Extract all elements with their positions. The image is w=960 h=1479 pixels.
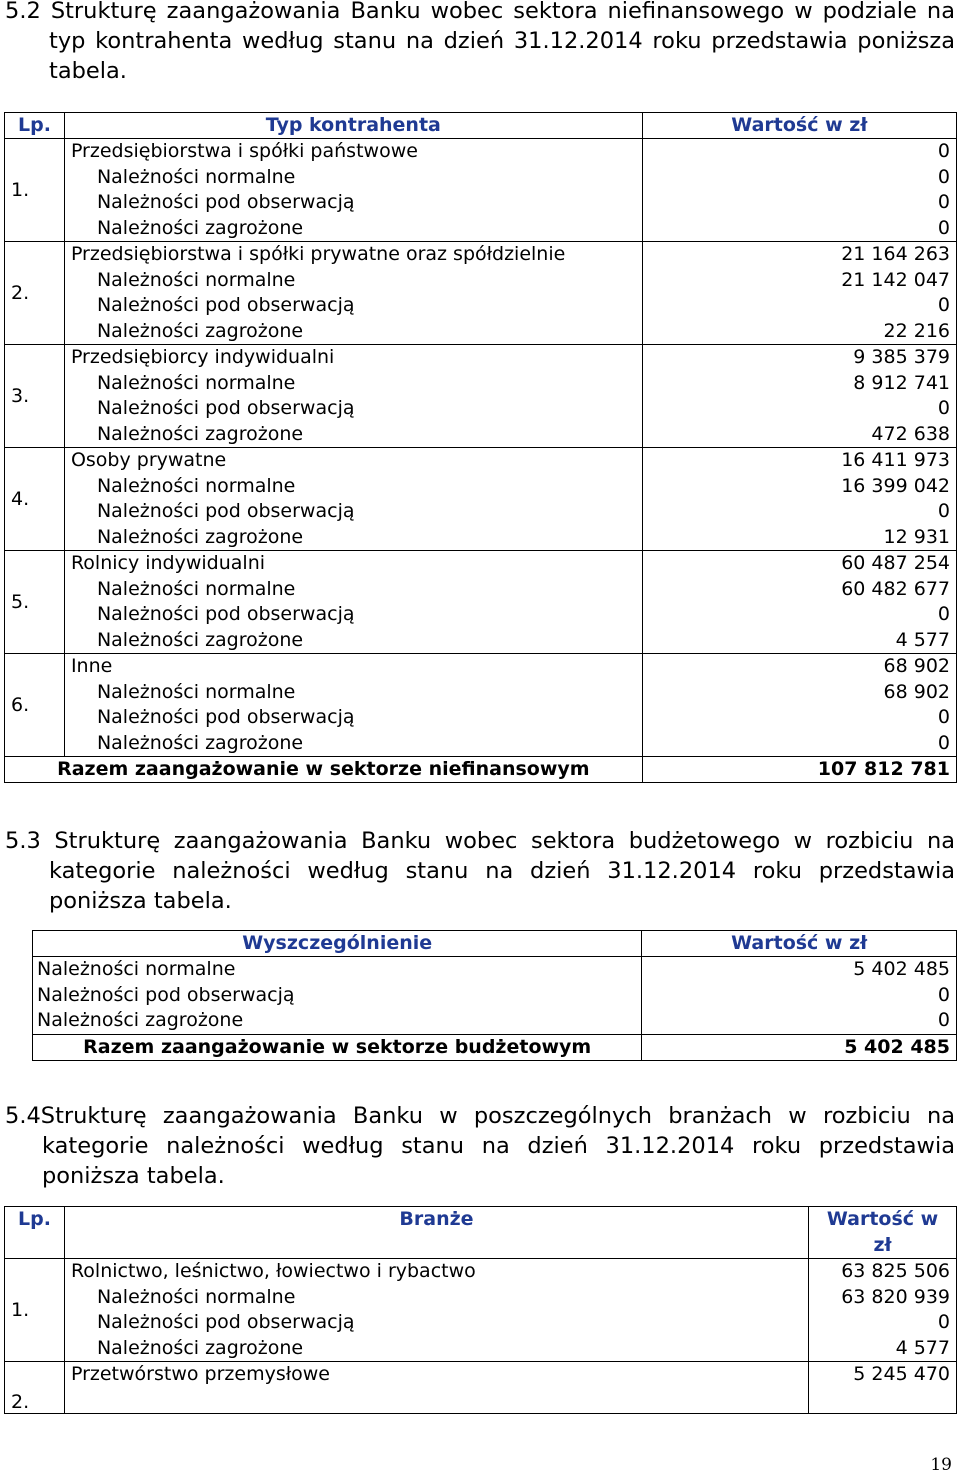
table-header-row [5,113,957,139]
table-row [5,1259,957,1362]
section-number: 5.3 [5,828,41,854]
row-risk-label: Należności zagrożone [96,216,304,239]
row-normal-label: Należności normalne [96,165,296,188]
row-normal-value: 21 142 047 [841,268,950,291]
row-normal-value: 0 [937,165,950,188]
row-watch-value: 0 [937,603,950,625]
row-title: Przedsiębiorstwa i spółki prywatne oraz spółdzielnie [70,243,566,265]
row-watch-value: 0 [937,191,950,213]
table-header-row [33,931,957,957]
row-total-value: 5 245 470 [853,1363,950,1385]
row-watch-value: 0 [937,294,950,316]
row-watch-label: Należności pod obserwacją [96,603,355,625]
row-watch-value: 0 [937,706,950,728]
row-risk-value: 4 577 [895,628,950,651]
row-watch-label: Należności pod obserwacją [96,294,355,316]
row-lp: 4. [5,448,65,551]
table-row [5,242,957,345]
row-normal-label: Należności normalne [96,371,296,394]
row-risk-label: Należności zagrożone [96,319,304,342]
section-number: 5.4 [5,1103,41,1129]
row-title: Inne [70,655,113,677]
row-normal-value: 68 902 [883,680,950,703]
counterparty-table [4,112,957,783]
row-risk-label: Należności zagrożone [96,525,304,548]
row-watch-label: Należności pod obserwacją [96,397,355,419]
row-risk-value: 22 216 [883,319,950,342]
table-row [33,957,957,1035]
header-value: Wartość w zł [642,113,956,139]
table-header-row [5,1207,957,1259]
row-risk-value: 0 [937,731,950,754]
header-branch: Branże [64,1207,808,1259]
row-risk-label: Należności zagrożone [96,422,304,445]
row-normal-label: Należności normalne [96,680,296,703]
row-risk-value: 472 638 [871,422,950,445]
section-text-line1: Strukturę zaangażowania Banku w poszczególnych branżach w rozbiciu na [40,1103,955,1129]
row-risk-value: 4 577 [895,1336,950,1359]
section-text-line2: kategorie należności według stanu na dzień 31.12.2014 roku przedstawia [42,1133,955,1159]
row-normal-value: 16 399 042 [841,474,950,497]
row-normal-label: Należności normalne [96,1285,296,1308]
row-title: Rolnicy indywidualni [70,552,266,574]
section-text-line2: kategorie należności według stanu na dzień 31.12.2014 roku przedstawia [49,858,955,884]
table-row [5,448,957,551]
row-value-watch: 0 [937,983,950,1006]
row-label-watch: Należności pod obserwacją [37,983,295,1006]
row-title: Przedsiębiorstwa i spółki państwowe [70,140,418,162]
row-label-risk: Należności zagrożone [37,1009,244,1031]
total-row [5,757,957,783]
section-text-line2: typ kontrahenta według stanu na dzień 31.12.2014 roku przedstawia poniższa [49,28,955,54]
section-text-line3: poniższa tabela. [49,888,232,914]
table-row [5,139,957,242]
section-text-line3: poniższa tabela. [42,1163,225,1189]
row-total-value: 9 385 379 [853,346,950,368]
row-total-value: 60 487 254 [841,552,950,574]
row-risk-value: 12 931 [883,525,950,548]
table-row [5,551,957,654]
header-lp: Lp. [5,113,65,139]
row-total-value: 21 164 263 [841,243,950,265]
header-type: Typ kontrahenta [64,113,642,139]
section-number: 5.2 [5,0,41,24]
row-lp: 3. [5,345,65,448]
total-row [33,1034,957,1060]
row-watch-value: 0 [937,397,950,419]
row-risk-value: 0 [937,216,950,239]
row-lp: 5. [5,551,65,654]
page-number: 19 [930,1455,952,1475]
row-total-value: 16 411 973 [841,449,950,471]
row-normal-value: 60 482 677 [841,577,950,600]
section-5-3-heading [5,826,955,916]
row-normal-value: 8 912 741 [853,371,950,394]
branch-table [4,1206,957,1414]
row-title: Rolnictwo, leśnictwo, łowiectwo i rybactwo [70,1260,476,1282]
row-total-value: 63 825 506 [841,1260,950,1282]
row-lp: 6. [5,654,65,757]
header-spec: Wyszczególnienie [33,931,642,957]
section-5-2-heading [5,0,955,86]
header-value: Wartość w zł [642,931,957,957]
row-watch-label: Należności pod obserwacją [96,706,355,728]
row-watch-value: 0 [937,1311,950,1333]
total-value: 107 812 781 [642,757,956,783]
row-title: Przetwórstwo przemysłowe [70,1363,330,1385]
row-title: Przedsiębiorcy indywidualni [70,346,335,368]
table-row [5,1362,957,1414]
section-text-line3: tabela. [49,58,127,84]
table-row [5,345,957,448]
row-watch-label: Należności pod obserwacją [96,191,355,213]
row-risk-label: Należności zagrożone [96,731,304,754]
row-total-value: 68 902 [883,655,950,677]
header-lp: Lp. [5,1207,65,1259]
section-text-line1: Strukturę zaangażowania Banku wobec sektora niefinansowego w podziale na [50,0,955,24]
row-value-normal: 5 402 485 [853,958,950,980]
row-total-value: 0 [937,140,950,162]
section-5-4-heading [5,1101,955,1191]
table-row [5,654,957,757]
row-lp: 1. [5,139,65,242]
row-title: Osoby prywatne [70,449,227,471]
row-normal-value: 63 820 939 [841,1285,950,1308]
row-normal-label: Należności normalne [96,268,296,291]
row-lp: 2. [5,242,65,345]
total-label: Razem zaangażowanie w sektorze niefinansowym [5,757,643,783]
header-value: Wartość w zł [809,1207,957,1259]
row-watch-label: Należności pod obserwacją [96,1311,355,1333]
budget-sector-table [32,930,957,1061]
row-normal-label: Należności normalne [96,474,296,497]
total-label: Razem zaangażowanie w sektorze budżetowym [33,1034,642,1060]
row-watch-label: Należności pod obserwacją [96,500,355,522]
row-lp: 1. [5,1259,65,1362]
row-risk-label: Należności zagrożone [96,1336,304,1359]
total-value: 5 402 485 [642,1034,957,1060]
row-watch-value: 0 [937,500,950,522]
section-text-line1: Strukturę zaangażowania Banku wobec sektora budżetowego w rozbiciu na [54,828,956,854]
row-lp: 2. [5,1362,65,1414]
row-normal-label: Należności normalne [96,577,296,600]
row-risk-label: Należności zagrożone [96,628,304,651]
row-value-risk: 0 [937,1009,950,1031]
row-label-normal: Należności normalne [37,958,236,980]
